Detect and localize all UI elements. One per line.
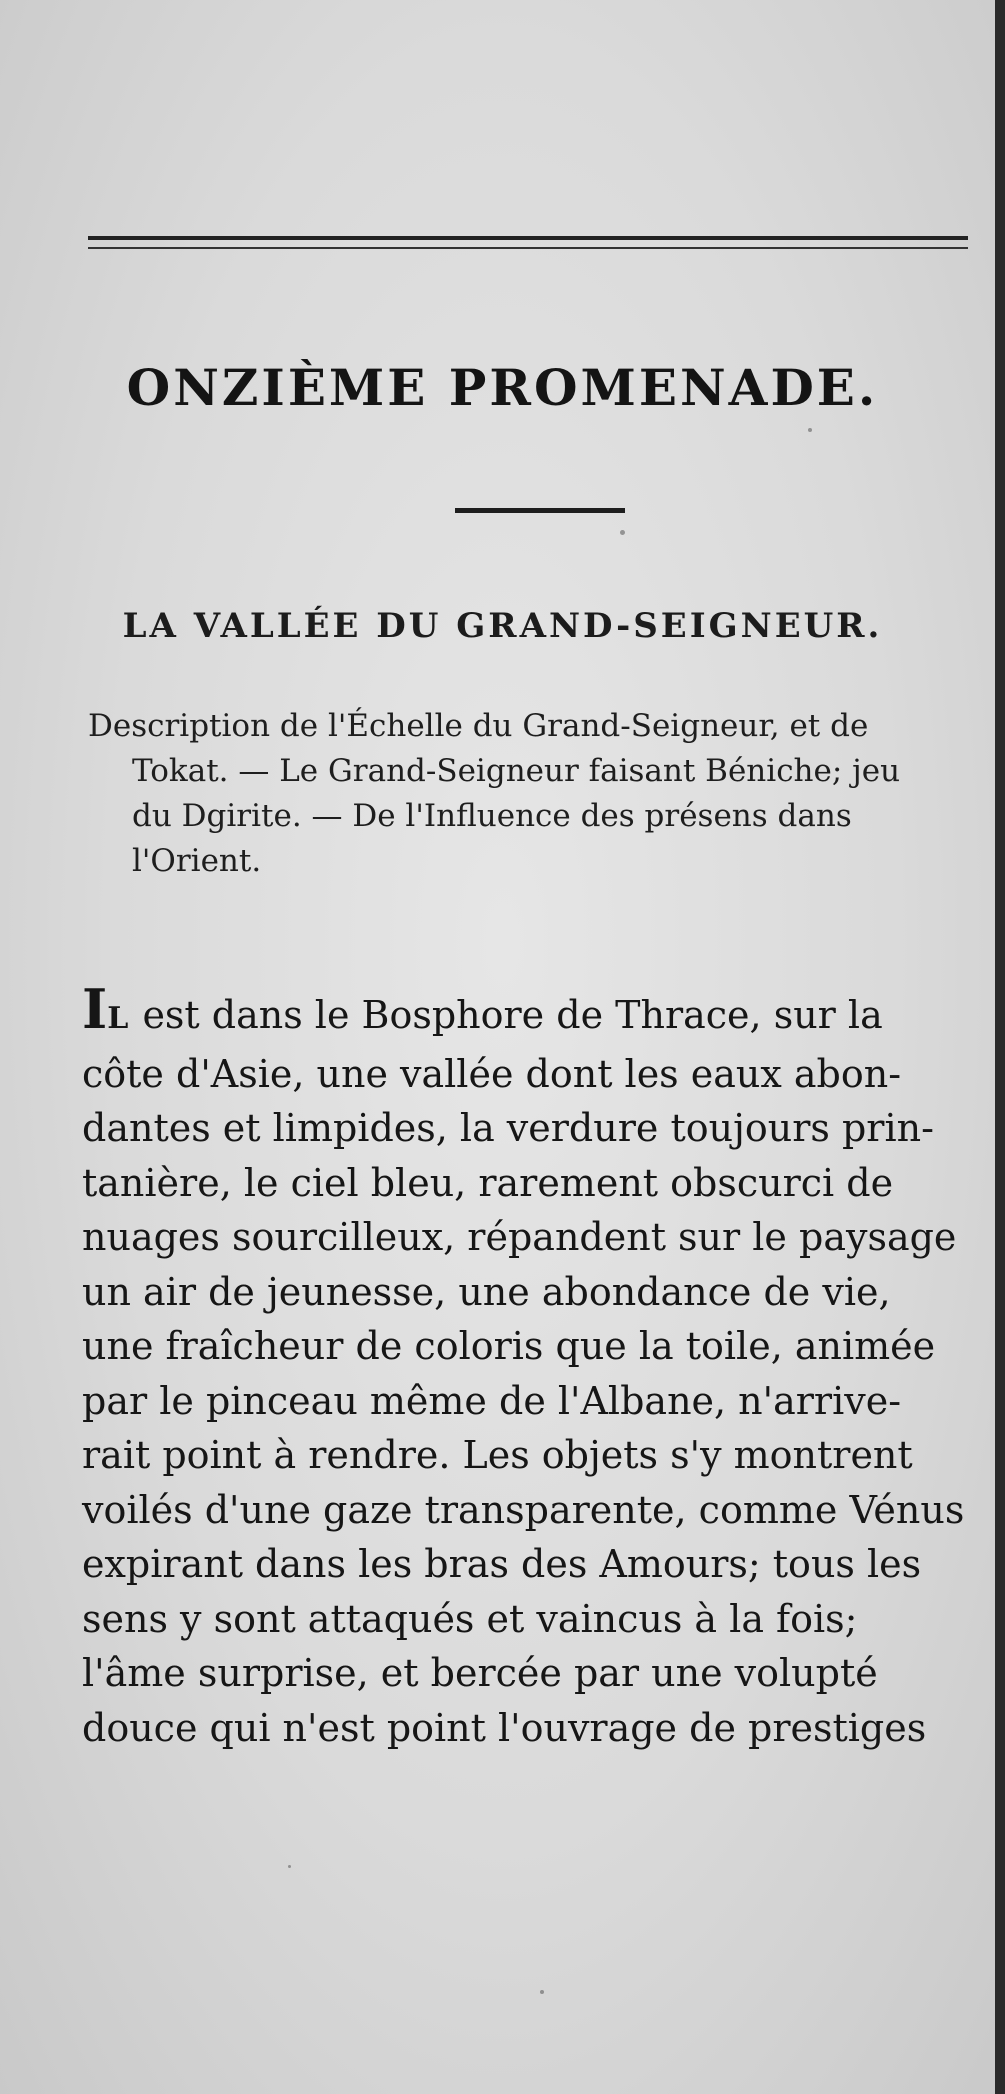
header-rule-thick (88, 236, 968, 240)
body-line: rait point à rendre. Les objets s'y montrent (82, 1433, 913, 1477)
body-paragraph (82, 977, 1004, 1755)
summary-line: l'Orient. (132, 843, 262, 879)
chapter-summary (88, 704, 994, 884)
header-rule-thin (88, 247, 968, 249)
body-line: un air de jeunesse, une abondance de vie, (82, 1269, 891, 1314)
body-line-first-text: est dans le Bosphore de Thrace, sur la (130, 993, 883, 1037)
body-line: dantes et limpides, la verdure toujours prin- (82, 1106, 934, 1150)
body-line: sens y sont attaqués et vaincus à la fois; (82, 1596, 858, 1641)
summary-line: Tokat. — Le Grand-Seigneur faisant Béniche; jeu (132, 753, 901, 789)
body-line: l'âme surprise, et bercée par une volupté (82, 1651, 878, 1695)
body-line-first (82, 977, 1004, 1047)
title-divider (455, 508, 625, 513)
header-double-rule (88, 236, 968, 252)
body-line: côte d'Asie, une vallée dont les eaux abon- (82, 1051, 902, 1096)
paper-speck (288, 1865, 291, 1868)
chapter-subtitle: LA VALLÉE DU GRAND-SEIGNEUR. (122, 606, 883, 646)
body-line: douce qui n'est point l'ouvrage de prestiges (82, 1705, 927, 1750)
paper-speck (620, 530, 625, 535)
chapter-title: ONZIÈME PROMENADE. (126, 358, 879, 417)
summary-line: Description de l'Échelle du Grand-Seigneur, et de (88, 708, 869, 744)
body-line: voilés d'une gaze transparente, comme Vénus (82, 1487, 965, 1532)
paper-speck (808, 428, 812, 432)
drop-cap-rest: L (107, 1001, 131, 1036)
body-line: tanière, le ciel bleu, rarement obscurci de (82, 1160, 894, 1205)
body-line: nuages sourcilleux, répandent sur le paysage (82, 1215, 957, 1259)
summary-line: du Dgirite. — De l'Influence des présens dans (132, 798, 852, 834)
drop-cap: I (82, 977, 108, 1041)
body-line: par le pinceau même de l'Albane, n'arrive- (82, 1378, 902, 1423)
paper-speck (540, 1990, 544, 1994)
body-line: une fraîcheur de coloris que la toile, animée (82, 1324, 936, 1368)
body-line: expirant dans les bras des Amours; tous les (82, 1542, 922, 1586)
